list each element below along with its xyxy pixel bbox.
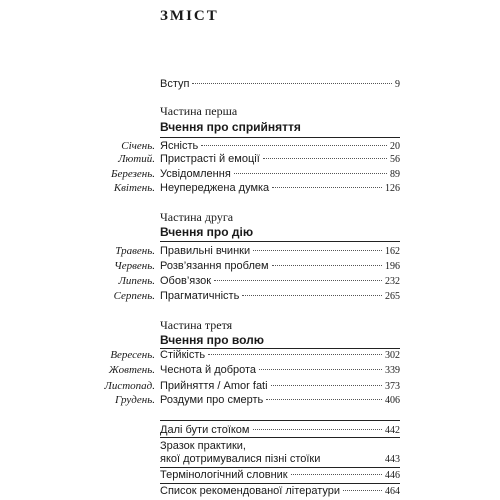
entry-page: 446: [385, 470, 400, 481]
entry-month: Січень.: [121, 140, 155, 152]
dot-leader: [208, 354, 382, 355]
toc-entry: [160, 243, 400, 259]
dot-leader: [253, 429, 383, 430]
dot-leader: [272, 265, 382, 266]
page-title: ЗМІСТ: [160, 8, 219, 24]
entry-title: Прийняття / Amor fati: [160, 380, 268, 392]
dot-leader: [253, 250, 382, 251]
dot-leader: [234, 173, 387, 174]
entry-month: Липень.: [118, 275, 155, 287]
entry-month: Листопад.: [104, 380, 155, 392]
part-title: Вчення про волю: [160, 333, 265, 347]
entry-month: Квітень.: [113, 182, 155, 194]
entry-title: Далі бути стоїком: [160, 424, 250, 436]
part-label: Частина третя: [160, 318, 233, 332]
entry-page: 265: [385, 291, 400, 302]
entry-month: Березень.: [111, 168, 155, 180]
entry-title: Розв’язання проблем: [160, 260, 269, 272]
toc-row[interactable]: [0, 151, 500, 167]
entry-month: Травень.: [115, 245, 155, 257]
entry-page: 406: [385, 395, 400, 406]
divider: [160, 467, 400, 468]
entry-page: 442: [385, 425, 400, 436]
toc-row-appendix[interactable]: [160, 485, 400, 498]
dot-leader: [343, 490, 382, 491]
divider: [160, 483, 400, 484]
entry-title: Чеснота й доброта: [160, 364, 257, 376]
entry-title: Термінологічний словник: [160, 469, 288, 481]
entry-page: 9: [395, 79, 400, 90]
entry-title: Пристрасті й емоції: [160, 153, 260, 165]
entry-title: Усвідомлення: [160, 168, 231, 180]
toc-entry: [160, 76, 400, 92]
toc-row[interactable]: [0, 273, 500, 289]
dot-leader: [259, 369, 382, 370]
entry-page: 302: [385, 350, 400, 361]
dot-leader: [271, 385, 382, 386]
toc-row-appendix[interactable]: [160, 469, 400, 482]
dot-leader: [192, 83, 392, 84]
dot-leader: [214, 280, 382, 281]
entry-month: Жовтень.: [108, 364, 155, 376]
dot-leader: [263, 158, 387, 159]
toc-entry: [160, 288, 400, 304]
toc-row-intro[interactable]: [0, 76, 500, 92]
divider: [160, 437, 400, 438]
entry-page: 232: [385, 276, 400, 287]
entry-page: 56: [390, 154, 400, 165]
toc-row-appendix[interactable]: [160, 440, 400, 466]
entry-title: Ясність: [160, 140, 199, 152]
entry-page: 126: [385, 183, 400, 194]
dot-leader: [242, 295, 382, 296]
entry-title: Список рекомендованої літератури: [160, 485, 341, 497]
entry-title: Неупереджена думка: [160, 182, 270, 194]
toc-entry: [160, 258, 400, 274]
entry-month: Червень.: [114, 260, 155, 272]
entry-page: 443: [385, 454, 400, 465]
entry-page: 464: [385, 486, 400, 497]
toc-row[interactable]: [0, 392, 500, 408]
entry-month: Лютий.: [118, 153, 155, 165]
entry-month: Грудень.: [115, 394, 155, 406]
toc-entry: [160, 347, 400, 363]
entry-page: 20: [390, 141, 400, 152]
part-title: Вчення про сприйняття: [160, 120, 301, 134]
entry-title: Вступ: [160, 78, 190, 90]
entry-title: Правильні вчинки: [160, 245, 251, 257]
dot-leader: [272, 187, 382, 188]
toc-entry: [160, 392, 400, 408]
entry-page: 89: [390, 169, 400, 180]
toc-entry: [160, 180, 400, 196]
entry-title: Стійкість: [160, 349, 206, 361]
toc-row-appendix[interactable]: [160, 424, 400, 437]
entry-page: 162: [385, 246, 400, 257]
toc-row[interactable]: [0, 347, 500, 363]
toc-entry: [160, 362, 400, 378]
toc-row[interactable]: [0, 288, 500, 304]
toc-entry: [160, 151, 400, 167]
entry-page: 373: [385, 381, 400, 392]
dot-leader: [291, 474, 382, 475]
entry-title: Обов’язок: [160, 275, 212, 287]
dot-leader: [266, 399, 382, 400]
toc-row[interactable]: [0, 180, 500, 196]
entry-page: 339: [385, 365, 400, 376]
toc-entry: [160, 273, 400, 289]
toc-row[interactable]: [0, 258, 500, 274]
divider: [160, 420, 400, 421]
entry-page: 196: [385, 261, 400, 272]
entry-title-line1: Зразок практики,: [160, 440, 246, 452]
entry-month: Серпень.: [113, 290, 155, 302]
part-title: Вчення про дію: [160, 225, 254, 239]
part-label: Частина перша: [160, 104, 238, 118]
toc-row[interactable]: [0, 362, 500, 378]
entry-title: Роздуми про смерть: [160, 394, 264, 406]
dot-leader: [201, 145, 387, 146]
toc-row[interactable]: [0, 243, 500, 259]
entry-title-line2: якої дотримувалися пізні стоїки: [160, 453, 321, 465]
entry-month: Вересень.: [110, 349, 155, 361]
entry-title: Прагматичність: [160, 290, 240, 302]
part-label: Частина друга: [160, 210, 234, 224]
divider: [160, 241, 400, 242]
